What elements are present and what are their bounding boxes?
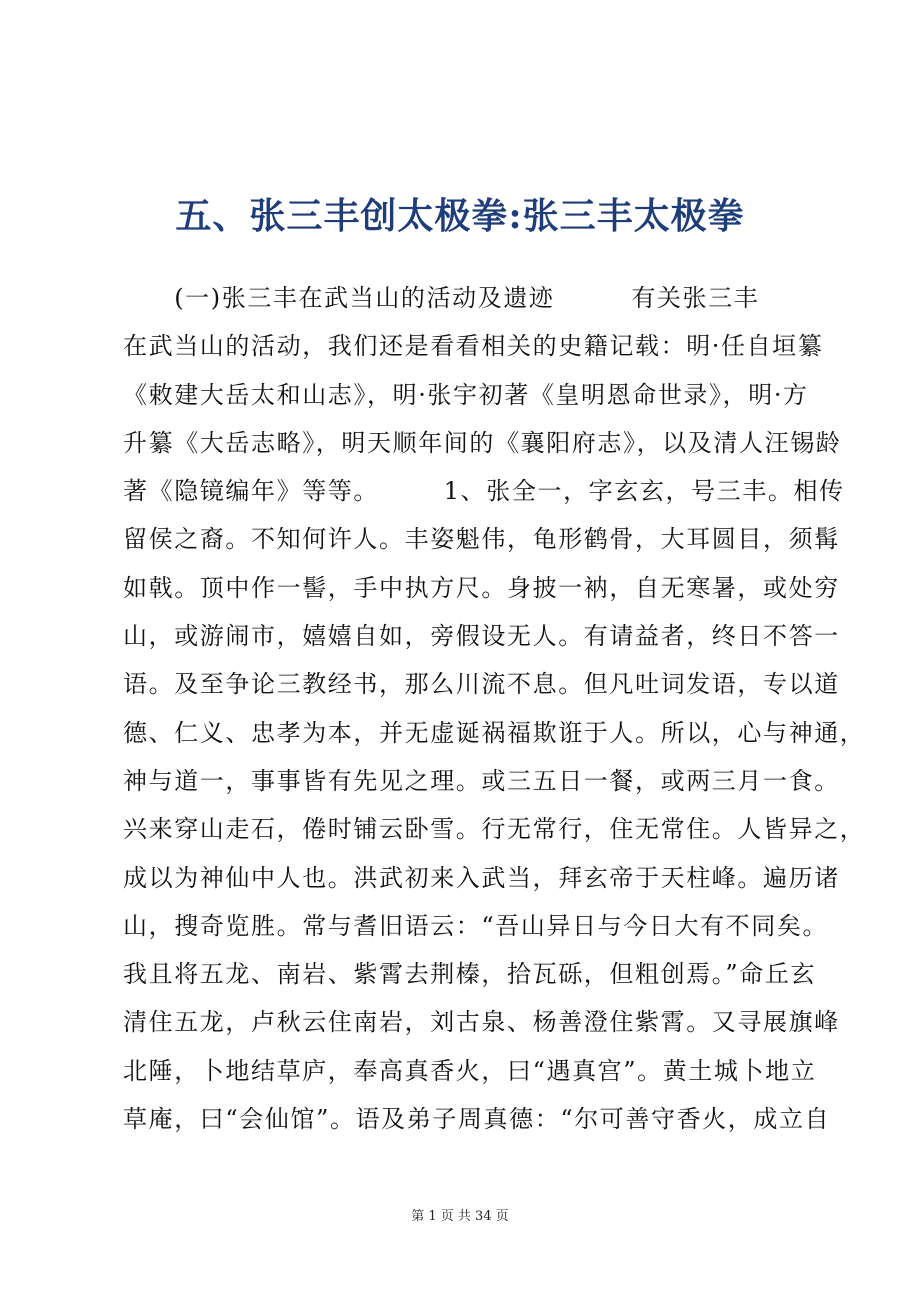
- page-footer: 第 1 页 共 34 页: [411, 1209, 509, 1224]
- body-line: 《敕建大岳太和山志》，明·张宇初著《皇明恩命世录》，明·方: [123, 380, 809, 409]
- body-line: 兴来穿山走石，倦时铺云卧雪。行无常行，住无常住。人皆异之，: [123, 815, 866, 844]
- body-line: 留侯之裔。不知何许人。丰姿魁伟，龟形鹤骨，大耳圆目，须髯: [123, 525, 840, 554]
- body-line: 语。及至争论三教经书，那么川流不息。但凡吐词发语，专以道: [123, 670, 840, 699]
- body-line: 神与道一，事事皆有先见之理。或三五日一餐，或两三月一食。: [123, 766, 840, 795]
- document-body: [123, 274, 866, 1143]
- body-line: 德、仁义、忠孝为本，并无虚诞祸福欺诳于人。所以，心与神通，: [123, 718, 866, 747]
- body-line: 成以为神仙中人也。洪武初来入武当，拜玄帝于天柱峰。遍历诸: [123, 863, 840, 892]
- body-line: 我且将五龙、南岩、紫霄去荆榛，拾瓦砾，但粗创焉。”命丘玄: [123, 960, 817, 989]
- body-line: 山，搜奇览胜。常与耆旧语云：“吾山异日与今日大有不同矣。: [123, 911, 829, 940]
- document-title: 五、张三丰创太极拳:张三丰太极拳: [175, 195, 745, 237]
- body-line: 山，或游闹市，嬉嬉自如，旁假设无人。有请益者，终日不答一: [123, 622, 840, 651]
- body-line: 如戟。顶中作一髻，手中执方尺。身披一衲，自无寒暑，或处穷: [123, 573, 840, 602]
- body-line: 北陲，卜地结草庐，奉高真香火，曰“遇真宫”。黄土城卜地立: [123, 1056, 817, 1085]
- body-line: (一)张三丰在武当山的活动及遗迹 有关张三丰: [123, 284, 760, 312]
- body-line: 清住五龙，卢秋云住南岩，刘古泉、杨善澄住紫霄。又寻展旗峰: [123, 1008, 840, 1037]
- body-line: 著《隐镜编年》等等。 1、张全一，字玄玄，号三丰。相传: [123, 477, 845, 506]
- body-line: 草庵，曰“会仙馆”。语及弟子周真德：“尔可善守香火，成立自: [123, 1105, 831, 1134]
- body-line: 在武当山的活动，我们还是看看相关的史籍记载：明·任自垣纂: [123, 332, 824, 361]
- body-line: 升纂《大岳志略》，明天顺年间的《襄阳府志》，以及清人汪锡龄: [123, 428, 842, 457]
